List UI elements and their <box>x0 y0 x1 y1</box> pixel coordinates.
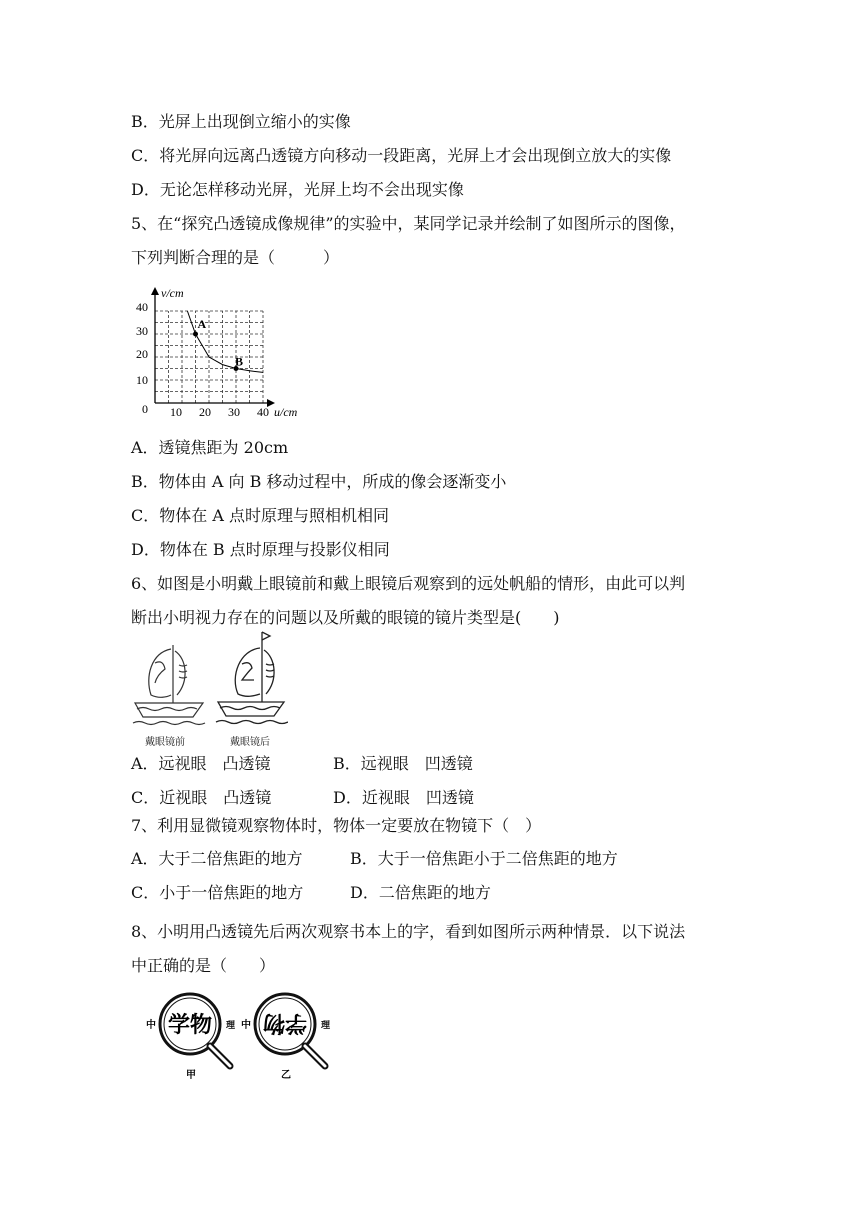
point-a-label: A <box>197 317 207 331</box>
fig2-left-char: 中 <box>241 1020 251 1031</box>
x-tick-10: 10 <box>170 405 182 419</box>
magnifier-figure-jia <box>146 992 246 1082</box>
magnifier-figure-yi <box>241 992 341 1082</box>
q7-stem: 7、利用显微镜观察物体时，物体一定要放在物镜下（ ） <box>131 816 542 835</box>
y-tick-20: 20 <box>136 347 148 361</box>
x-tick-30: 30 <box>228 405 240 419</box>
q5-option-d: D．物体在 B 点时原理与投影仪相同 <box>131 540 390 559</box>
q5-stem-line2: 下列判断合理的是（ ） <box>131 248 340 267</box>
q6-option-d: D．近视眼 凹透镜 <box>333 788 474 807</box>
y-axis-label: v/cm <box>161 286 184 300</box>
fig2-right-char: 理 <box>321 1020 331 1030</box>
q7-option-b: B．大于一倍焦距小于二倍焦距的地方 <box>350 849 618 868</box>
caption-before: 戴眼镜前 <box>145 737 185 748</box>
y-tick-10: 10 <box>136 373 148 387</box>
q7-option-c: C．小于一倍焦距的地方 <box>131 883 304 902</box>
q5-option-c: C．物体在 A 点时原理与照相机相同 <box>131 506 389 525</box>
fig1-left-char: 中 <box>146 1020 156 1031</box>
point-a <box>193 332 198 337</box>
y-tick-30: 30 <box>136 324 148 338</box>
q4-option-c: C．将光屏向远离凸透镜方向移动一段距离，光屏上才会出现倒立放大的实像 <box>131 146 672 165</box>
fig1-right-char: 理 <box>226 1020 236 1030</box>
q5-stem-line1: 5、在“探究凸透镜成像规律”的实验中，某同学记录并绘制了如图所示的图像， <box>131 214 686 233</box>
y-tick-0: 0 <box>142 402 148 416</box>
q4-option-d: D．无论怎样移动光屏，光屏上均不会出现实像 <box>131 180 464 199</box>
q8-stem-line1: 8、小明用凸透镜先后两次观察书本上的字，看到如图所示两种情景．以下说法 <box>131 922 686 941</box>
fig2-inside-text: 学物 <box>262 1011 308 1036</box>
q7-option-a: A．大于二倍焦距的地方 <box>131 849 303 868</box>
q6-option-a: A．远视眼 凸透镜 <box>131 754 271 773</box>
q8-stem-line2: 中正确的是（ ） <box>131 956 276 975</box>
q5-chart <box>131 285 311 425</box>
x-axis-label: u/cm <box>274 405 298 419</box>
y-tick-40: 40 <box>136 300 148 314</box>
caption-after: 戴眼镜后 <box>230 737 270 748</box>
sailboat-after-glasses <box>212 630 288 730</box>
q6-option-c: C．近视眼 凸透镜 <box>131 788 272 807</box>
q5-option-a: A．透镜焦距为 20cm <box>131 438 289 457</box>
fig1-inside-text: 学物 <box>167 1012 213 1037</box>
q7-option-d: D．二倍焦距的地方 <box>350 883 491 902</box>
sailboat-before-glasses <box>131 637 207 729</box>
point-b-label: B <box>235 354 244 369</box>
q6-stem-line1: 6、如图是小明戴上眼镜前和戴上眼镜后观察到的远处帆船的情形，由此可以判 <box>131 574 686 593</box>
q5-option-b: B．物体由 A 向 B 移动过程中，所成的像会逐渐变小 <box>131 472 507 491</box>
q4-option-b: B．光屏上出现倒立缩小的实像 <box>131 112 351 131</box>
x-tick-20: 20 <box>199 405 211 419</box>
fig2-caption: 乙 <box>281 1070 291 1081</box>
y-axis-arrow <box>151 287 159 295</box>
x-tick-40: 40 <box>257 405 269 419</box>
fig1-caption: 甲 <box>186 1070 196 1081</box>
q6-stem-line2: 断出小明视力存在的问题以及所戴的眼镜的镜片类型是( ) <box>131 608 560 627</box>
q6-option-b: B．远视眼 凹透镜 <box>333 754 473 773</box>
